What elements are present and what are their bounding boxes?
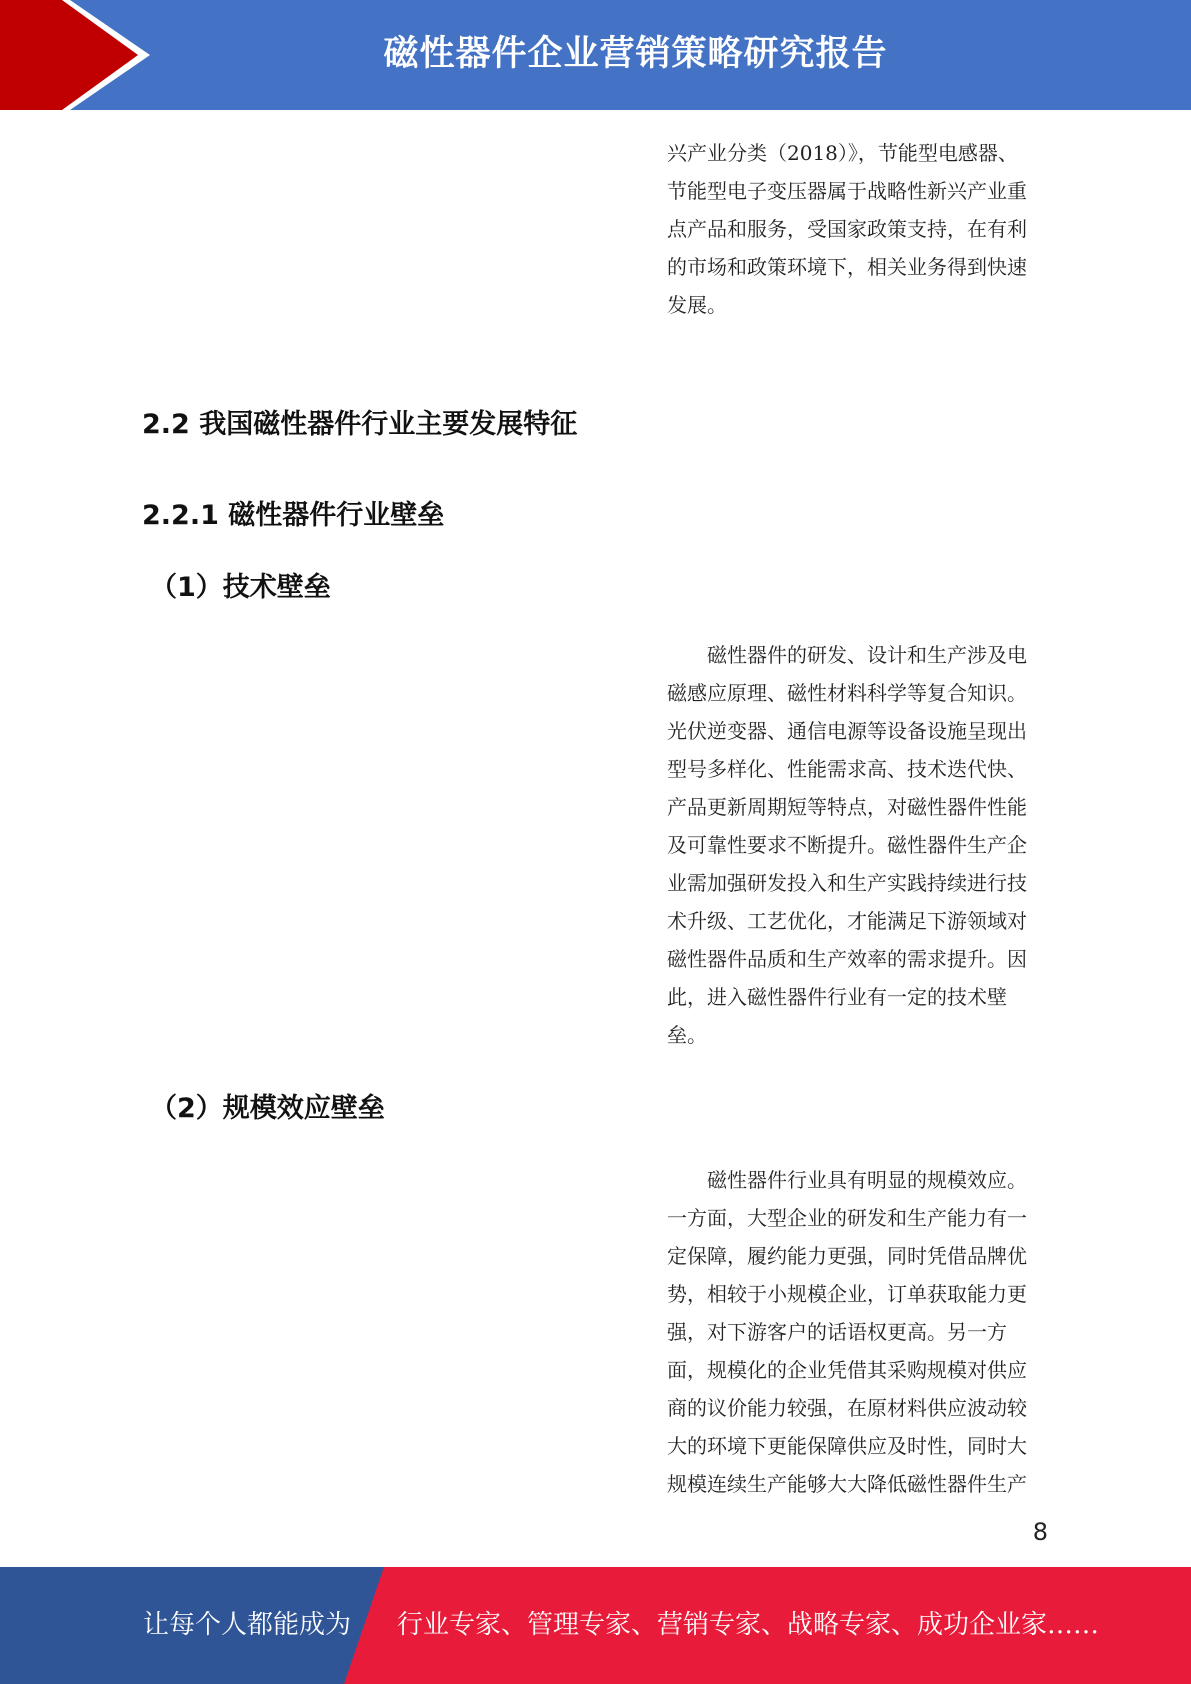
paragraph-line: 术升级、工艺优化，才能满足下游领域对 — [667, 909, 1027, 933]
technology-barrier-paragraph — [667, 636, 1047, 1054]
paragraph-line: 此，进入磁性器件行业有一定的技术壁 — [667, 985, 1007, 1009]
paragraph-line: 势，相较于小规模企业，订单获取能力更 — [667, 1282, 1027, 1306]
paragraph-line: 节能型电子变压器属于战略性新兴产业重 — [667, 179, 1027, 203]
report-title: 磁性器件企业营销策略研究报告 — [383, 34, 888, 74]
paragraph-line: 磁性器件品质和生产效率的需求提升。因 — [667, 947, 1027, 971]
paragraph-line: 及可靠性要求不断提升。磁性器件生产企 — [667, 833, 1027, 857]
paragraph-line: 点产品和服务，受国家政策支持，在有利 — [667, 217, 1027, 241]
paragraph-line: 型号多样化、性能需求高、技术迭代快、 — [667, 757, 1027, 781]
page-header — [0, 0, 1191, 110]
paragraph-line: 定保障，履约能力更强，同时凭借品牌优 — [667, 1244, 1027, 1268]
paragraph-line: 光伏逆变器、通信电源等设备设施呈现出 — [667, 719, 1027, 743]
paragraph-line: 磁性器件行业具有明显的规模效应。 — [707, 1168, 1027, 1192]
paragraph-line: 垒。 — [667, 1023, 707, 1047]
paragraph-line: 兴产业分类（2018）》，节能型电感器、 — [667, 141, 1018, 165]
paragraph-line: 面，规模化的企业凭借其采购规模对供应 — [667, 1358, 1027, 1382]
paragraph-line: 商的议价能力较强，在原材料供应波动较 — [667, 1396, 1027, 1420]
paragraph-line: 磁感应原理、磁性材料科学等复合知识。 — [667, 681, 1027, 705]
item-heading-scale-barrier: （2）规模效应壁垒 — [150, 1093, 385, 1124]
footer-slogan-left: 让每个人都能成为 — [143, 1610, 352, 1640]
paragraph-line: 产品更新周期短等特点，对磁性器件性能 — [667, 795, 1027, 819]
page-footer — [0, 1567, 1191, 1684]
paragraph-line: 规模连续生产能够大大降低磁性器件生产 — [667, 1472, 1027, 1496]
item-heading-technology-barrier: （1）技术壁垒 — [150, 572, 331, 603]
footer-slogan-right: 行业专家、管理专家、营销专家、战略专家、成功企业家…… — [397, 1610, 1100, 1640]
paragraph-line: 磁性器件的研发、设计和生产涉及电 — [707, 643, 1027, 667]
subsection-heading: 2.2.1 磁性器件行业壁垒 — [142, 500, 445, 531]
paragraph-line: 的市场和政策环境下，相关业务得到快速 — [667, 255, 1027, 279]
page-number: 8 — [1032, 1518, 1048, 1546]
paragraph-line: 业需加强研发投入和生产实践持续进行技 — [667, 871, 1027, 895]
section-heading: 2.2 我国磁性器件行业主要发展特征 — [142, 409, 578, 440]
paragraph-line: 大的环境下更能保障供应及时性，同时大 — [667, 1434, 1027, 1458]
intro-paragraph — [667, 134, 1047, 324]
scale-barrier-paragraph — [667, 1161, 1047, 1503]
paragraph-line: 发展。 — [667, 293, 727, 317]
paragraph-line: 强，对下游客户的话语权更高。另一方 — [667, 1320, 1007, 1344]
paragraph-line: 一方面，大型企业的研发和生产能力有一 — [667, 1206, 1027, 1230]
